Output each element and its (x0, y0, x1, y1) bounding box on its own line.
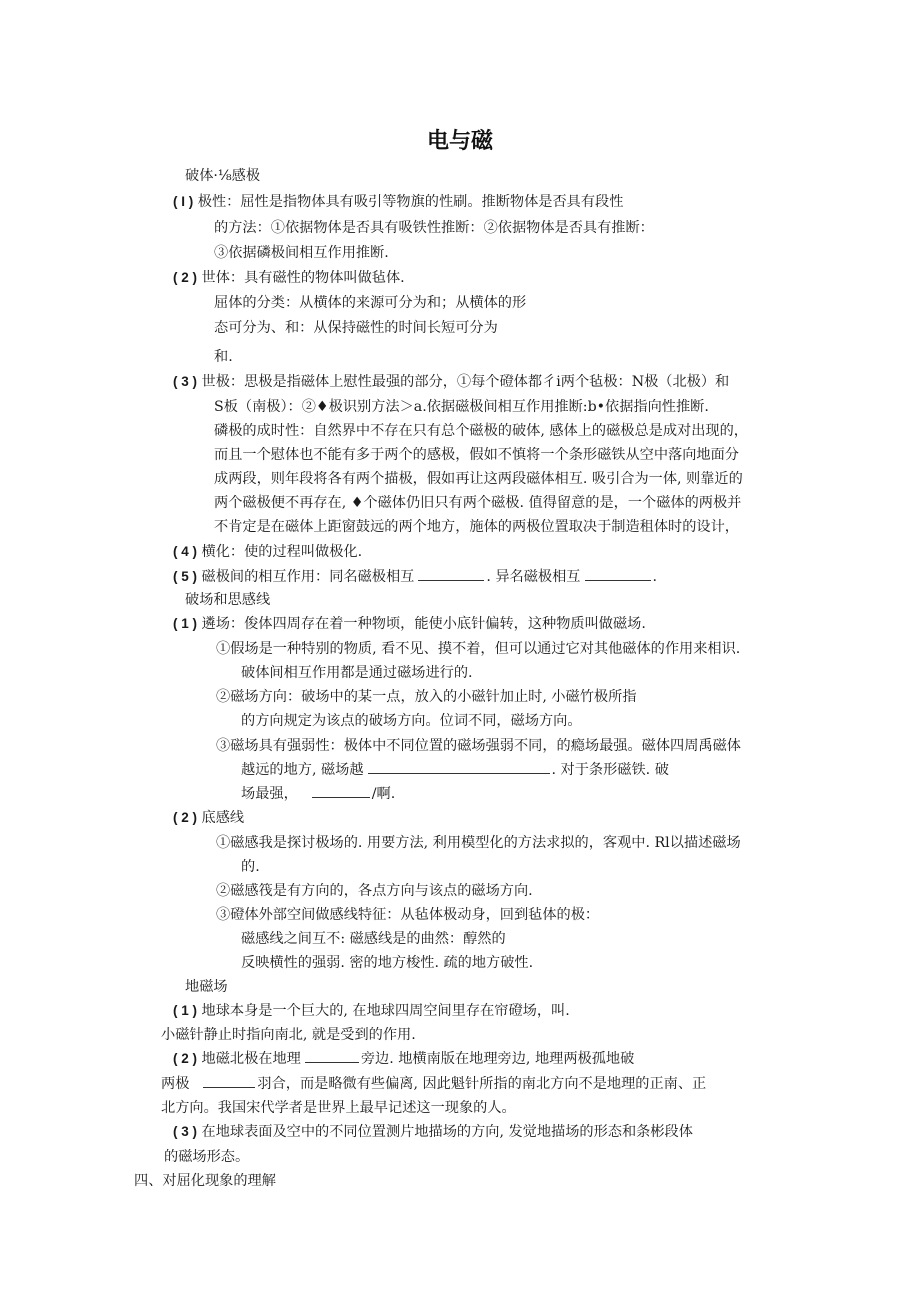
item-number: ( 3 ) (173, 374, 198, 389)
line-text: 在地球表面及空中的不同位置测片地描场的方向, 发觉地描场的形态和条彬段体 (197, 1124, 693, 1140)
line-text: ③依据磷极间相互作用推断. (214, 245, 389, 261)
line-text: 两极 (161, 1076, 190, 1092)
line-text: 的方向规定为该点的破场方向。位词不同，磁场方向。 (241, 713, 582, 729)
item-number: ( 5 ) (173, 569, 198, 584)
line-text: ①假场是一种特别的物质, 看不见、摸不着，但可以通过它对其他磁体的作用来相识. (216, 641, 741, 657)
line-text: 小磁针静止时指向南北, 就是受到的作用. (161, 1027, 416, 1043)
item-number: ( I ) (173, 194, 194, 209)
text-line (216, 640, 740, 658)
text-line (173, 615, 646, 633)
item-number: ( 3 ) (173, 1124, 198, 1139)
line-text: 破体·⅛感极 (185, 168, 261, 184)
text-line (214, 518, 739, 536)
line-text: 不肯定是在磁体上距窗鼓远的两个地方，施体的两极位置取决于制造租体时的设计， (214, 519, 739, 535)
fill-in-blank[interactable] (585, 568, 651, 581)
line-text: 磁感线之间互不: 磁感线是的曲然：醇然的 (241, 931, 506, 947)
text-line (185, 591, 270, 609)
item-number: ( 1 ) (173, 616, 198, 631)
line-text: 两个磁极便不再存在, ♦个磁体仍旧只有两个磁极. 值得留意的是，一个磁体的两极并 (214, 495, 742, 511)
text-line (216, 882, 533, 900)
text-line (241, 664, 473, 682)
text-line (173, 193, 623, 211)
text-line (161, 1099, 516, 1117)
text-line (134, 1172, 276, 1190)
line-text: ②磁场方向：破场中的某一点，放入的小磁针加止时, 小磁竹极所指 (216, 689, 637, 705)
text-line (214, 348, 233, 366)
text-line (173, 568, 657, 586)
text-line (214, 494, 741, 512)
text-line (216, 834, 741, 852)
line-text: 态可分为、和：从保持磁性的时间长短可分为 (214, 320, 498, 336)
line-text: 横化：使的过程叫做极化. (197, 544, 363, 560)
text-line (161, 1075, 706, 1093)
line-text: 场最强， (241, 786, 298, 802)
line-text: 世体：具有磁性的物体叫做毡体. (197, 270, 405, 286)
line-text: 的方法：①依据物体是否具有吸铁性推断：②依据物体是否具有推断： (214, 220, 654, 236)
text-line (241, 930, 506, 948)
text-line (185, 978, 228, 996)
text-line (173, 269, 405, 287)
text-line (214, 294, 526, 312)
line-text: 地磁场 (185, 979, 228, 995)
line-text: ①磁感我是探讨极场的. 用要方法, 利用模型化的方法求拟的，客观中. Rl以描述磁场 (216, 835, 741, 851)
text-line (164, 1148, 249, 1166)
fill-in-blank[interactable] (418, 568, 484, 581)
text-line (214, 446, 739, 464)
line-text: 遴场：俊体四周存在着一种物顷，能使小底针偏转，这种物质叫做磁场. (197, 616, 646, 632)
text-line (173, 1050, 634, 1068)
text-line (173, 1123, 693, 1141)
item-number: ( 2 ) (173, 1051, 198, 1066)
document-title: 电与磁 (426, 129, 493, 154)
line-text-end: . (652, 569, 658, 585)
item-number: ( 2 ) (173, 810, 198, 825)
text-line (241, 712, 582, 730)
text-line (241, 785, 395, 803)
text-line (241, 858, 260, 876)
line-text: 磷极的成时性：自然界中不存在只有总个磁极的破体, 感体上的磁极总是成对出现的， (214, 423, 748, 439)
line-text: 成两段，则年段将各有两个描极，假如再让这两段磁体相互. 吸引合为一体, 则靠近的 (214, 471, 743, 487)
text-line (173, 809, 244, 827)
text-line (214, 422, 748, 440)
fill-in-blank[interactable] (203, 1075, 255, 1088)
line-text: ②磁感筏是有方向的，各点方向与该点的磁场方向. (216, 883, 533, 899)
line-text: 地球本身是一个巨大的, 在地球四周空间里存在帘磴场，叫. (197, 1003, 570, 1019)
line-text: 越远的地方, 磁场越 (241, 762, 364, 778)
line-text: 磁极间的相互作用：同名磁极相互 (197, 569, 415, 585)
line-text-cont: . 对于条形磁铁. 破 (551, 762, 669, 778)
text-line (173, 543, 362, 561)
line-text: 地磁北极在地理 (197, 1051, 301, 1067)
line-text: 破体间相互作用都是通过磁场进行的. (241, 665, 473, 681)
fill-in-blank[interactable] (305, 1050, 359, 1063)
line-text-cont: 旁边. 地横南版在地理旁边, 地理两极孤地破 (360, 1051, 635, 1067)
text-line (214, 470, 743, 488)
text-line (214, 319, 498, 337)
item-number: ( 4 ) (173, 544, 198, 559)
line-text: 屈体的分类：从横体的来源可分为和；从横体的形 (214, 295, 527, 311)
text-line (241, 954, 533, 972)
fill-in-blank[interactable] (368, 761, 550, 774)
fill-in-blank[interactable] (312, 785, 370, 798)
text-line (216, 688, 636, 706)
line-text: 四、对屈化现象的理解 (134, 1173, 276, 1189)
line-text: 反映横性的强弱. 密的地方梭性. 疏的地方破性. (241, 955, 534, 971)
text-line (216, 906, 599, 924)
text-line (216, 737, 741, 755)
line-text-cont: . 异名磁极相互 (486, 569, 581, 585)
line-text: 而且一个慰体也不能有多于两个的感极，假如不慎将一个条形磁铁从空中落向地面分 (214, 447, 739, 463)
line-text: 的磁场形态。 (164, 1149, 250, 1165)
item-number: ( 1 ) (173, 1003, 198, 1018)
text-line (241, 761, 669, 779)
line-text: 世极：思极是指磁体上慰性最强的部分，①每个磴体都彳i两个毡极：N极（北极）和 (197, 374, 730, 390)
line-text: ③磁场具有强弱性：极体中不同位置的磁场强弱不同，的瘾场最强。磁体四周禹磁体 (216, 738, 741, 754)
line-text-cont: 羽合，而是略微有些偏离, 因此魁针所指的南北方向不是地理的正南、正 (257, 1076, 707, 1092)
text-line (185, 167, 260, 185)
text-line (173, 373, 729, 391)
item-number: ( 2 ) (173, 270, 198, 285)
text-line (173, 1002, 570, 1020)
line-text: 和. (214, 349, 233, 365)
line-text: 北方向。我国宋代学者是世界上最早记述这一现象的人。 (161, 1100, 516, 1116)
text-line (214, 398, 709, 416)
line-text: S板（南极）：②♦极识别方法＞a.依据磁极间相互作用推断:b•依据指向性推断. (214, 399, 709, 415)
line-text: 破场和思感线 (185, 592, 271, 608)
line-text: 底感线 (197, 810, 245, 826)
line-text: 极性：屈性是指物体具有吸引等物旗的性刷。推断物体是否具有段性 (193, 194, 624, 210)
text-line (214, 244, 389, 262)
line-text: 的. (241, 859, 260, 875)
line-text: ③磴体外部空间做感线特征：从毡体极动身，回到毡体的极： (216, 907, 600, 923)
text-line (161, 1026, 416, 1044)
text-line (214, 219, 654, 237)
line-text-cont: /啊. (371, 786, 396, 802)
